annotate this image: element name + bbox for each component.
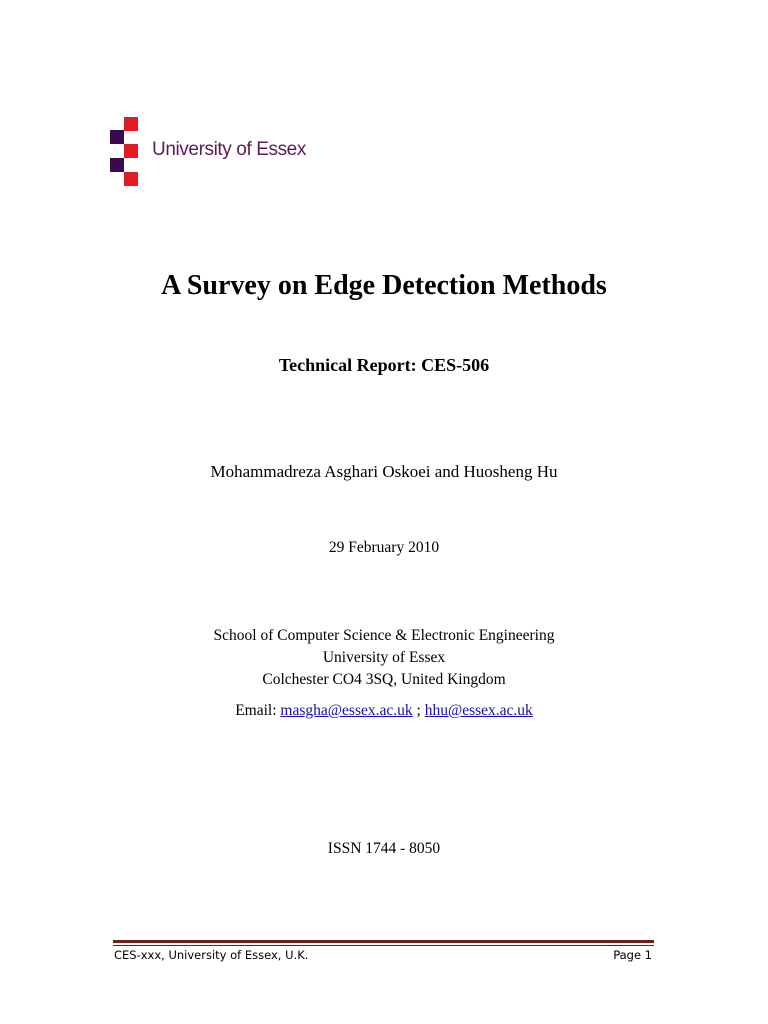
logo-square-red-1 [124,117,138,131]
email-label: Email: [235,702,277,719]
authors: Mohammadreza Asghari Oskoei and Huosheng Hu [210,462,558,481]
address-line-university: University of Essex [322,649,446,666]
logo-square-red-2 [124,144,138,158]
email-separator: ; [416,702,421,719]
address-block [0,625,768,691]
logo-text: University of Essex [152,139,306,160]
issn-number: ISSN 1744 - 8050 [327,840,441,857]
address-line-city: Colchester CO4 3SQ, United Kingdom [262,671,506,688]
report-number: Technical Report: CES-506 [278,355,490,375]
logo-square-purple-2 [110,158,124,172]
footer-rule-thin [113,945,654,946]
logo-square-purple-1 [110,130,124,144]
university-logo [110,117,340,189]
footer-source: CES-xxx, University of Essex, U.K. [114,948,309,962]
document-title: A Survey on Edge Detection Methods [161,270,607,301]
publication-date: 29 February 2010 [328,539,440,556]
footer-rule-thick [113,940,654,943]
email-link-masgha[interactable]: masgha@essex.ac.uk [280,702,413,719]
page-number: Page 1 [613,948,652,962]
address-line-school: School of Computer Science & Electronic Engineering [213,627,555,644]
logo-square-red-3 [124,172,138,186]
email-line [0,702,768,720]
logo-mark-icon [110,117,140,189]
email-link-hhu[interactable]: hhu@essex.ac.uk [424,702,533,719]
